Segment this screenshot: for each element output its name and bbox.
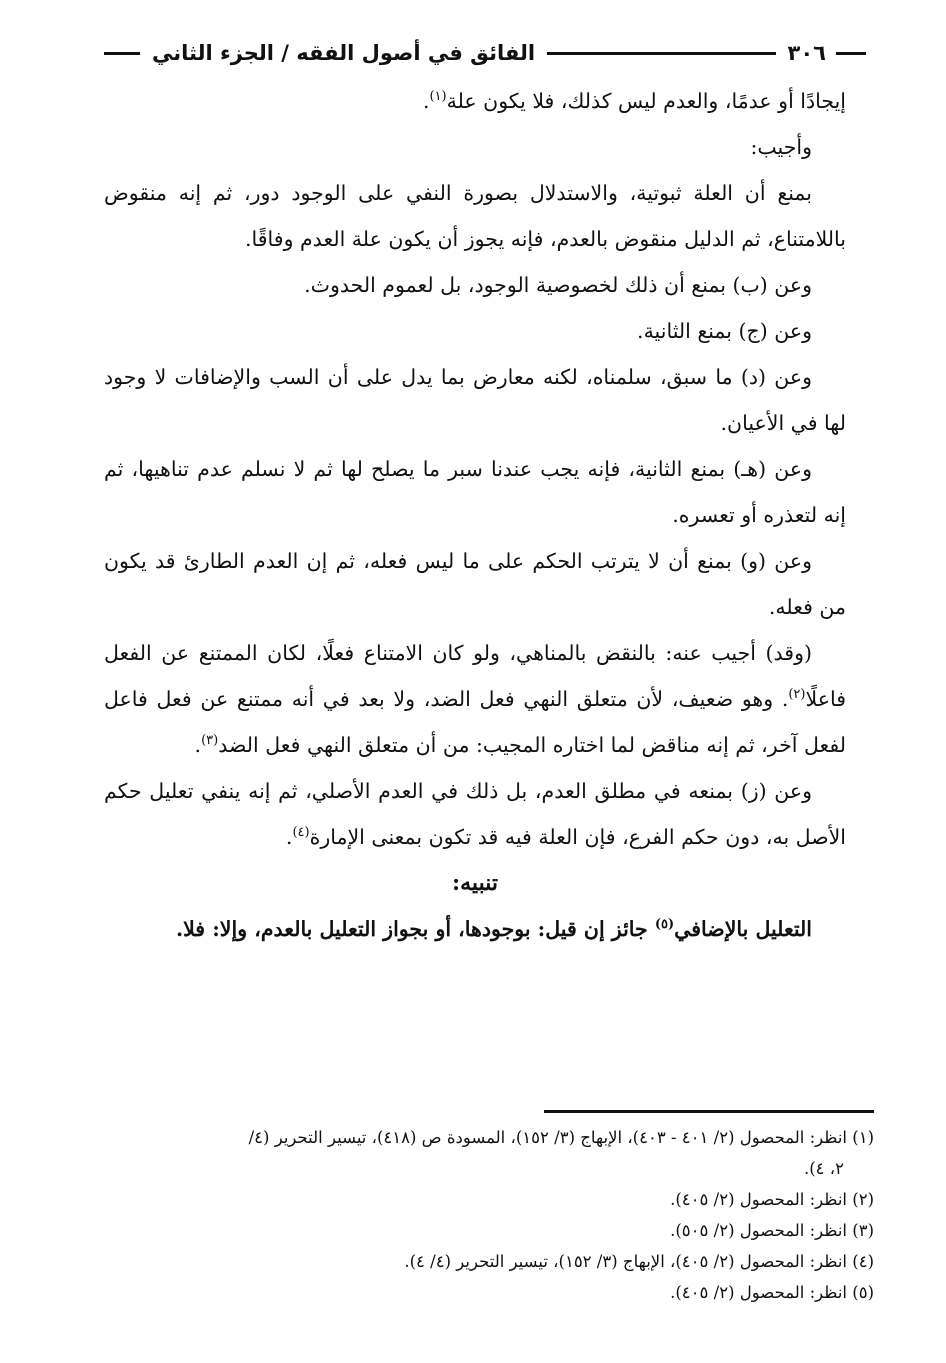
footnote-2: (٢) انظر: المحصول (٢/ ٤٠٥). xyxy=(670,1190,874,1209)
footnote-3: (٣) انظر: المحصول (٢/ ٥٠٥). xyxy=(670,1221,874,1240)
paragraph-5: وعن (ج) بمنع الثانية. xyxy=(637,319,812,343)
header-rule-start xyxy=(836,52,866,55)
header-rule-end xyxy=(104,52,140,55)
paragraph-6: وعن (د) ما سبق، سلمناه، لكنه معارض بما يدل على أن السب والإضافات لا وجود لها في الأعيان. xyxy=(104,365,846,435)
book-title: الفائق في أصول الفقه / الجزء الثاني xyxy=(152,41,536,65)
note-text-a: التعليل بالإضافي xyxy=(674,917,812,941)
main-text xyxy=(104,78,846,952)
paragraph-1-end: . xyxy=(422,89,430,113)
note-paragraph xyxy=(104,906,846,952)
paragraph-4: وعن (ب) بمنع أن ذلك لخصوصية الوجود، بل لعموم الحدوث. xyxy=(304,273,812,297)
footnote-ref-1: (١) xyxy=(429,89,447,105)
footnote-4: (٤) انظر: المحصول (٢/ ٤٠٥)، الإبهاج (٣/ ١٥٢)، تيسير التحرير (٤/ ٤). xyxy=(404,1252,874,1271)
paragraph-9 xyxy=(104,630,846,768)
footnote-1-continued: ٢، ٤). xyxy=(803,1159,844,1178)
footnote-5: (٥) انظر: المحصول (٢/ ٤٠٥). xyxy=(670,1283,874,1302)
paragraph-1-text: إيجادًا أو عدمًا، والعدم ليس كذلك، فلا يكون علة xyxy=(446,89,846,113)
paragraph-10-end: . xyxy=(285,825,293,849)
paragraph-10 xyxy=(104,768,846,860)
paragraph-8: وعن (و) بمنع أن لا يترتب الحكم على ما ليس فعله، ثم إن العدم الطارئ قد يكون من فعله. xyxy=(104,549,846,619)
note-heading: تنبيه: xyxy=(452,870,498,896)
paragraph-1 xyxy=(104,78,846,124)
footnote-ref-3: (٣) xyxy=(201,733,219,749)
paragraph-10-text: وعن (ز) بمنعه في مطلق العدم، بل ذلك في العدم الأصلي، ثم إنه ينفي تعليل حكم الأصل به، دون حكم الفرع، فإن العلة فيه قد تكون بمعنى الإمارة xyxy=(104,779,846,849)
footnotes xyxy=(104,1122,874,1308)
note-text-b: جائز إن قيل: بوجودها، أو بجواز التعليل بالعدم، وإلا: فلا. xyxy=(175,917,655,941)
running-header xyxy=(104,36,866,70)
paragraph-9-text-a: (وقد) أجيب عنه: بالنقض بالمناهي، ولو كان الامتناع فعلًا، لكان الممتنع عن الفعل فاعلًا xyxy=(104,641,846,711)
footnote-1: (١) انظر: المحصول (٢/ ٤٠١ - ٤٠٣)، الإبهاج (٣/ ١٥٢)، المسودة ص (٤١٨)، تيسير التحرير (٤/ xyxy=(248,1128,874,1147)
page-number: ٣٠٦ xyxy=(787,41,826,65)
footnote-ref-2: (٢) xyxy=(788,687,806,703)
header-rule-middle xyxy=(547,52,776,55)
paragraph-9-end: . xyxy=(194,733,202,757)
footnote-ref-5: (٥) xyxy=(654,917,675,933)
paragraph-9-text-b: . وهو ضعيف، لأن متعلق النهي فعل الضد، ولا بعد في أنه ممتنع عن فعل فاعل لفعل آخر، ثم إنه مناقض لما اختاره المجيب: من أن متعلق النهي فعل الضد xyxy=(104,687,846,757)
paragraph-2: وأجيب: xyxy=(750,135,812,159)
footnote-separator xyxy=(544,1110,874,1113)
paragraph-3: بمنع أن العلة ثبوتية، والاستدلال بصورة النفي على الوجود دور، ثم إنه منقوض باللامتناع، ثم الدليل منقوض بالعدم، فإنه يجوز أن يكون علة العدم وفاقًا. xyxy=(104,181,846,251)
paragraph-7: وعن (هـ) بمنع الثانية، فإنه يجب عندنا سبر ما يصلح لها ثم لا نسلم عدم تناهيها، ثم إنه لتعذره أو تعسره. xyxy=(104,457,846,527)
footnote-ref-4: (٤) xyxy=(292,825,310,841)
